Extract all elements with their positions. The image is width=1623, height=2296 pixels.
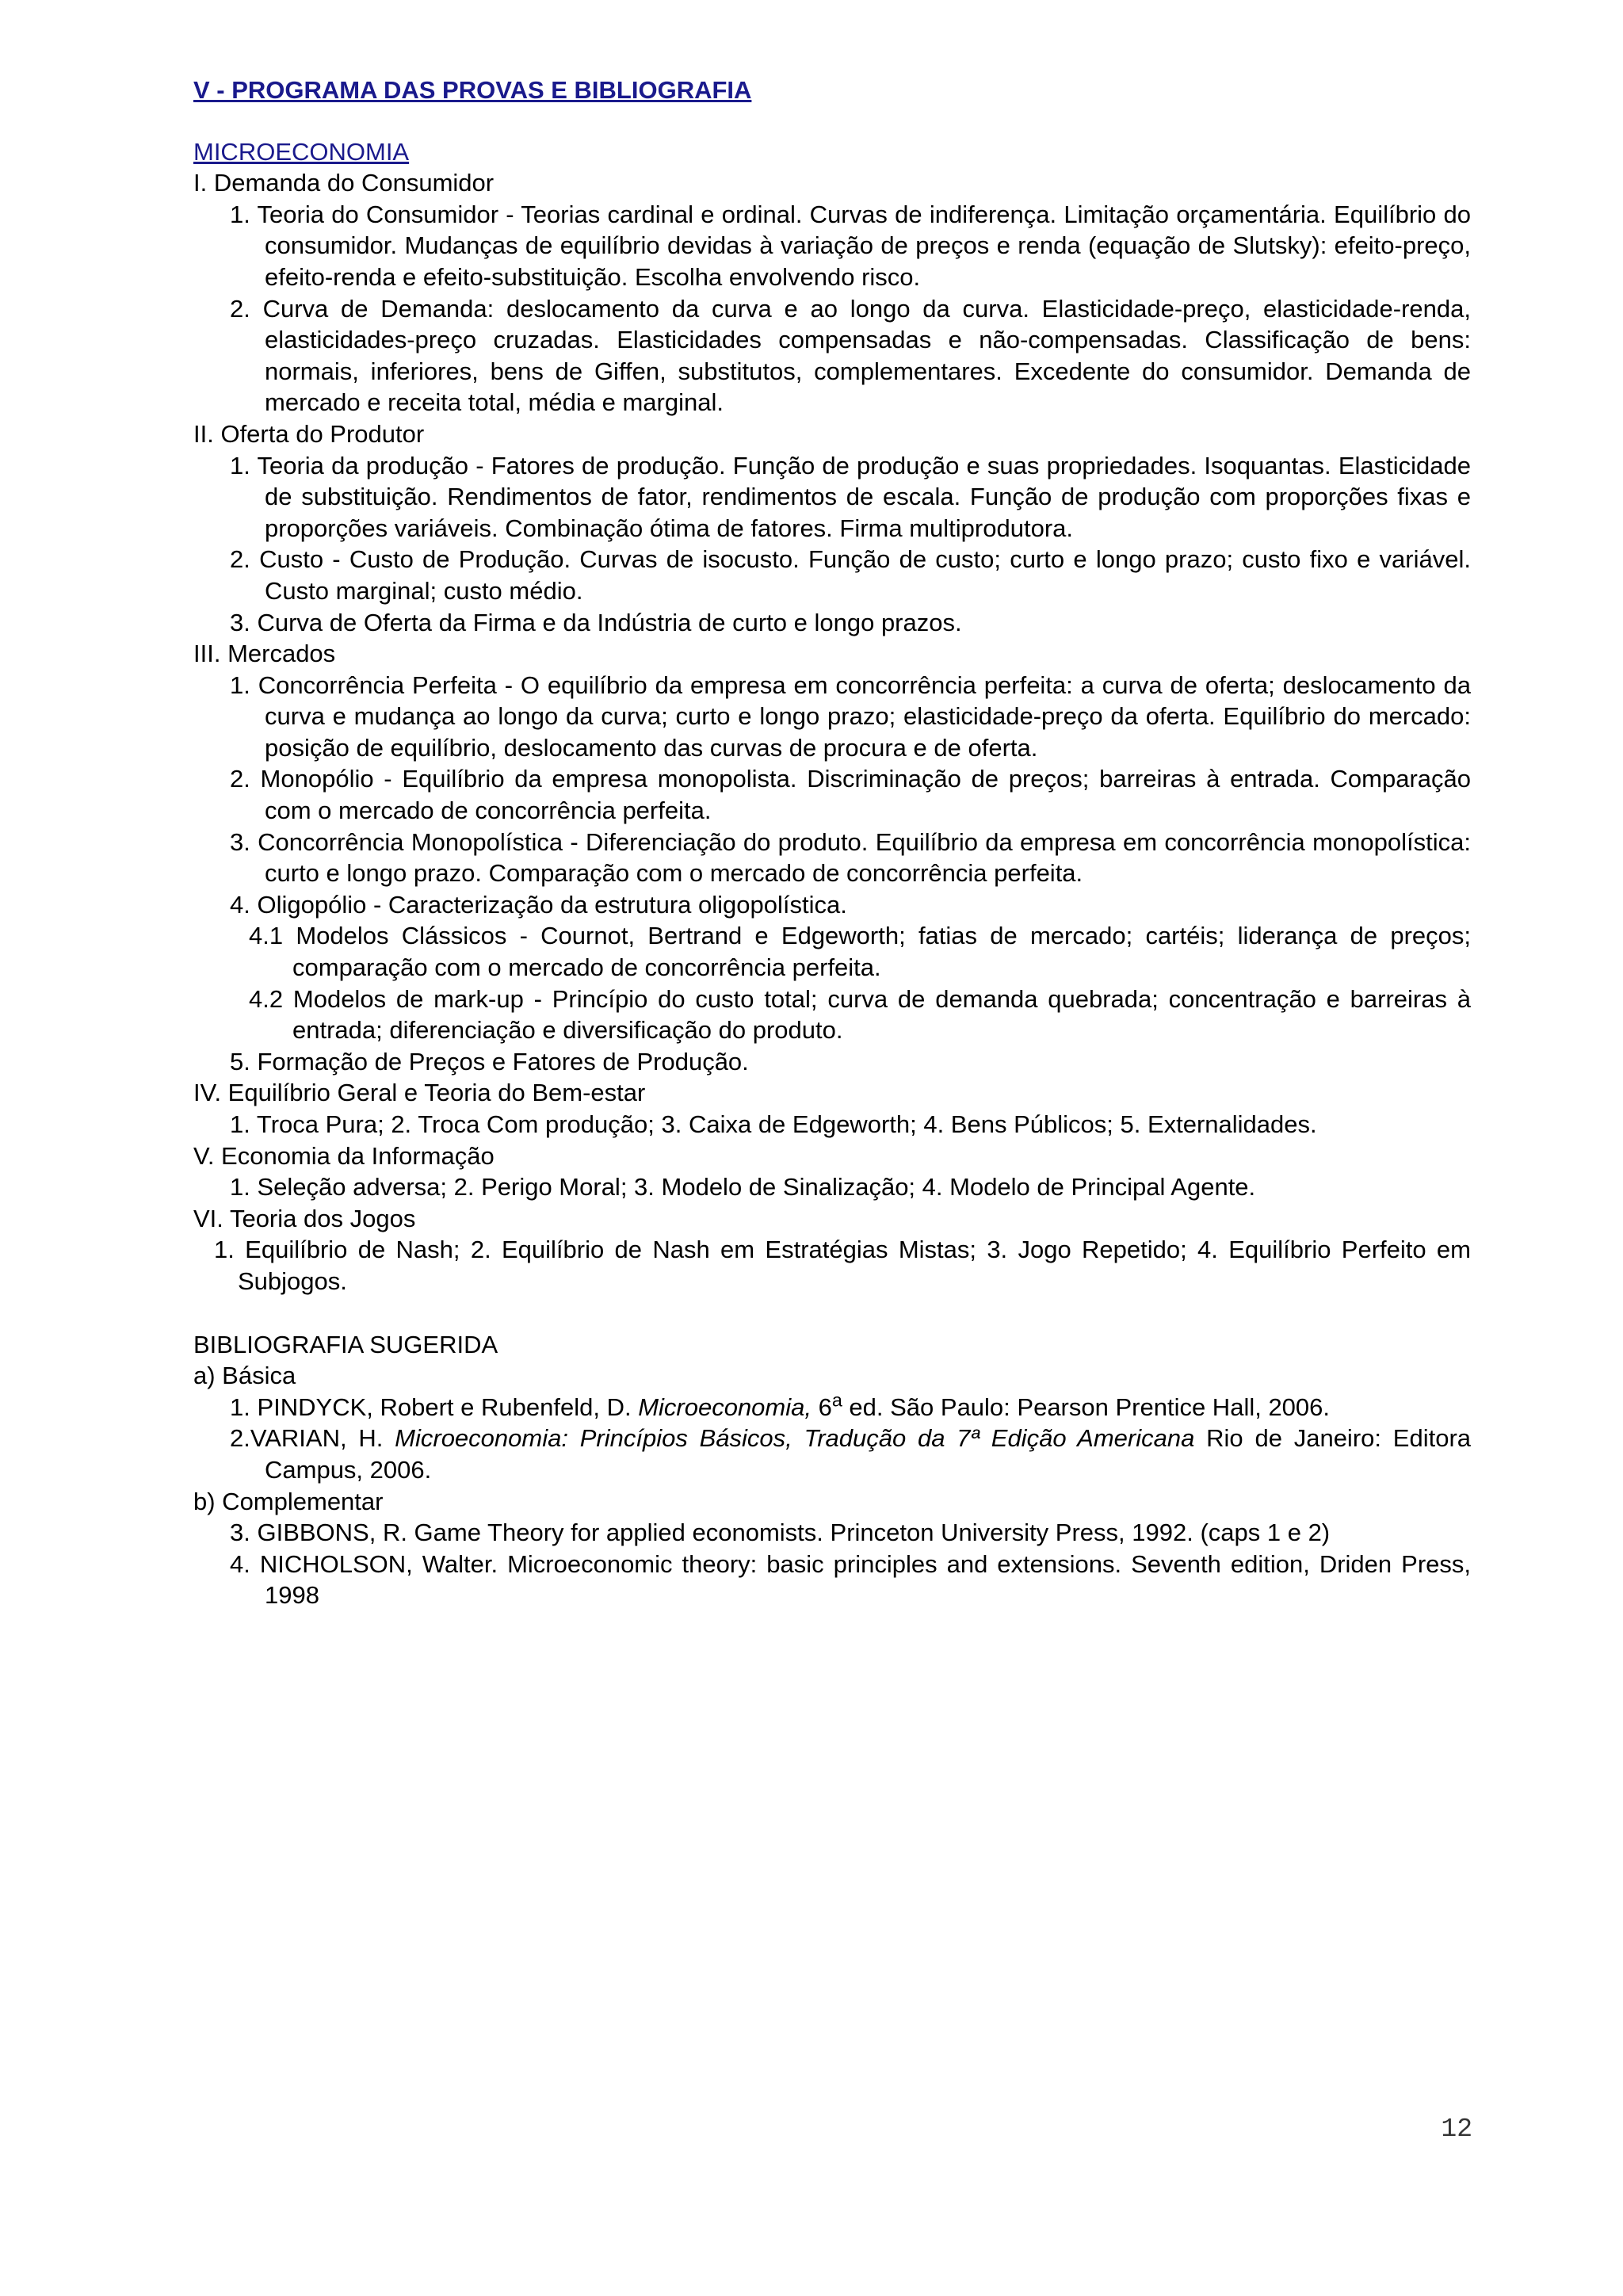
list-subitem: 4.1 Modelos Clássicos - Cournot, Bertrand e Edgeworth; fatias de mercado; cartéis; liderança de preços; comparação com o mercado de concorrência perfeita. — [249, 922, 1471, 982]
entry-text: ed. São Paulo: Pearson Prentice Hall, 2006. — [842, 1392, 1331, 1421]
bibliography-entry: 3. GIBBONS, R. Game Theory for applied economists. Princeton University Press, 1992. (caps 1 e 2) — [230, 1519, 1331, 1547]
section-heading-2: II. Oferta do Produtor — [193, 419, 425, 448]
list-item: 3. Concorrência Monopolística - Diferenciação do produto. Equilíbrio da empresa em concorrência monopolística: curto e longo prazo. Comparação com o mercado de concorrência perfeita. — [230, 827, 1471, 888]
list-item: 1. Troca Pura; 2. Troca Com produção; 3. Caixa de Edgeworth; 4. Bens Públicos; 5. Externalidades. — [230, 1110, 1317, 1138]
page-number: 12 — [1441, 2115, 1472, 2144]
list-item: 2. Curva de Demanda: deslocamento da curva e ao longo da curva. Elasticidade-preço, elasticidade-renda, elasticidades-preço cruzadas. Elasticidades compensadas e não-compensadas. Classificação de bens: normais, inferiores, bens de Giffen, substitutos, complementares. Excedente do consumidor. Demanda de mercado e receita total, média e marginal. — [230, 294, 1471, 417]
list-item: 1. Teoria da produção - Fatores de produção. Função de produção e suas propriedades. Isoquantas. Elasticidade de substituição. Rendimentos de fator, rendimentos de escala. Função de produção com proporções fixas e proporções variáveis. Combinação ótima de fatores. Firma multiprodutora. — [230, 451, 1471, 542]
subject-heading: MICROECONOMIA — [193, 137, 410, 166]
bibliography-entry — [193, 1389, 1471, 1423]
bibliography-entry — [193, 1423, 1471, 1485]
list-item: 2. Custo - Custo de Produção. Curvas de isocusto. Função de custo; curto e longo prazo; custo fixo e variável. Custo marginal; custo médio. — [230, 545, 1471, 605]
list-item: 2. Monopólio - Equilíbrio da empresa monopolista. Discriminação de preços; barreiras à entrada. Comparação com o mercado de concorrência perfeita. — [230, 765, 1471, 825]
section-heading-5: V. Economia da Informação — [193, 1141, 495, 1170]
bibliography-complementary-heading: b) Complementar — [193, 1487, 384, 1515]
list-item: 5. Formação de Preços e Fatores de Produção. — [230, 1047, 749, 1075]
entry-title: Microeconomia, — [638, 1392, 812, 1421]
section-heading-4: IV. Equilíbrio Geral e Teoria do Bem-estar — [193, 1079, 646, 1107]
bibliography-heading: BIBLIOGRAFIA SUGERIDA — [193, 1330, 498, 1358]
entry-superscript: a — [831, 1389, 842, 1411]
list-item: 1. Teoria do Consumidor - Teorias cardinal e ordinal. Curvas de indiferença. Limitação orçamentária. Equilíbrio do consumidor. Mudanças de equilíbrio devidas à variação de preços e renda (equação de Slutsky): efeito-preço, efeito-renda e efeito-substituição. Escolha envolvendo risco. — [230, 200, 1471, 291]
spacer — [193, 1297, 1471, 1329]
list-item: 1. Seleção adversa; 2. Perigo Moral; 3. Modelo de Sinalização; 4. Modelo de Principal Agente. — [230, 1173, 1256, 1201]
entry-title: Microeconomia: Princípios Básicos, Tradução da 7ª Edição Americana — [395, 1424, 1195, 1453]
entry-text: 6 — [812, 1392, 832, 1421]
entry-text: 2.VARIAN, H. — [230, 1424, 395, 1453]
document-page — [193, 74, 1471, 1611]
bibliography-basic-heading: a) Básica — [193, 1362, 296, 1390]
list-item: 1. Concorrência Perfeita - O equilíbrio da empresa em concorrência perfeita: a curva de oferta; deslocamento da curva e mudança ao longo da curva; curto e longo prazo; elasticidade-preço da oferta. Equilíbrio do mercado: posição de equilíbrio, deslocamento das curvas de procura e de oferta. — [230, 670, 1471, 762]
section-heading-3: III. Mercados — [193, 640, 336, 668]
bibliography-entry: 4. NICHOLSON, Walter. Microeconomic theory: basic principles and extensions. Seventh edition, Driden Press, 1998 — [230, 1549, 1471, 1610]
entry-text: Rio de Janeiro: Editora Campus, 2006. — [265, 1424, 1472, 1484]
document-title: V - PROGRAMA DAS PROVAS E BIBLIOGRAFIA — [193, 76, 752, 104]
list-item: 3. Curva de Oferta da Firma e da Indústria de curto e longo prazos. — [230, 608, 962, 636]
section-heading-6: VI. Teoria dos Jogos — [193, 1204, 416, 1232]
list-subitem: 4.2 Modelos de mark-up - Princípio do custo total; curva de demanda quebrada; concentração e barreiras à entrada; diferenciação e diversificação do produto. — [249, 984, 1471, 1045]
list-item: 1. Equilíbrio de Nash; 2. Equilíbrio de Nash em Estratégias Mistas; 3. Jogo Repetido; 4. Equilíbrio Perfeito em Subjogos. — [214, 1236, 1471, 1295]
list-item: 4. Oligopólio - Caracterização da estrutura oligopolística. — [230, 890, 847, 919]
section-heading-1: I. Demanda do Consumidor — [193, 169, 495, 197]
entry-text: 1. PINDYCK, Robert e Rubenfeld, D. — [230, 1392, 639, 1421]
